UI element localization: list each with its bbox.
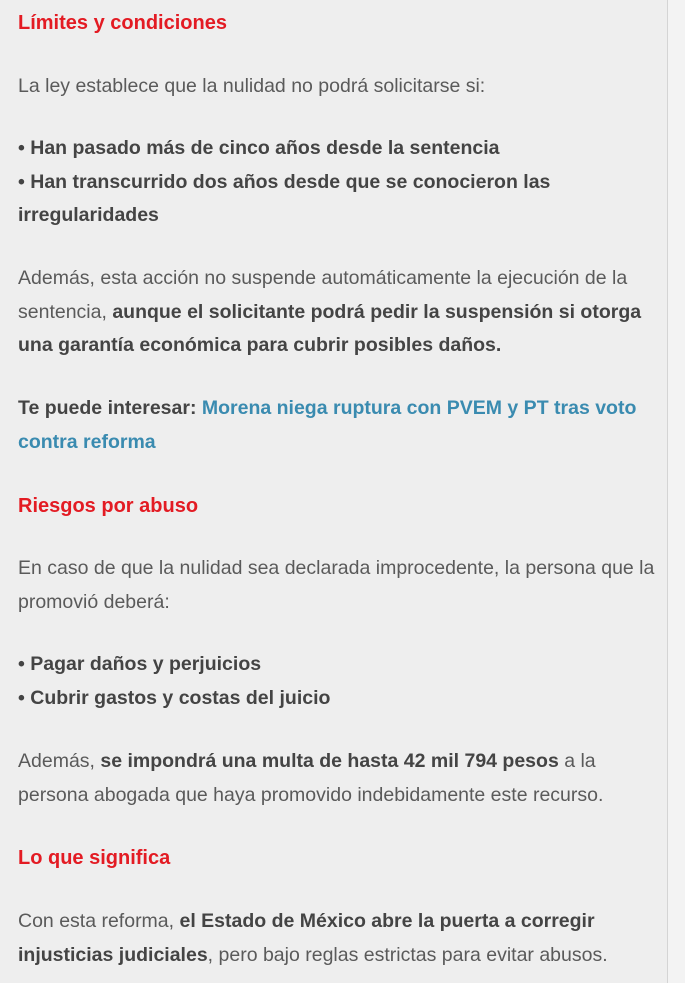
list-item: • Cubrir gastos y costas del juicio — [18, 686, 331, 709]
risks-paragraph-text-2: a la persona abogada que haya promovido indebidamente este recurso. — [18, 750, 604, 806]
meaning-paragraph-bold: el Estado de México abre la puerta a corregir injusticias judiciales — [18, 910, 595, 966]
list-item: • Han pasado más de cinco años desde la sentencia — [18, 137, 500, 159]
list-item: • Pagar daños y perjuicios — [18, 653, 262, 675]
risks-paragraph-bold: se impondrá una multa de hasta 42 mil 794 pesos — [100, 750, 559, 772]
limits-intro: La ley establece que la nulidad no podrá solicitarse si: — [18, 75, 486, 97]
risks-paragraph-text-1: Además, — [18, 750, 101, 772]
list-item: • Han transcurrido dos años desde que se conocieron las irregularidades — [18, 170, 551, 226]
limits-paragraph — [18, 262, 658, 363]
section-heading-meaning: Lo que significa — [18, 847, 171, 869]
risks-paragraph — [18, 745, 658, 812]
meaning-paragraph-text-2: , pero bajo reglas estrictas para evitar abusos. — [207, 943, 608, 966]
risks-intro: En caso de que la nulidad sea declarada improcedente, la persona que la promovió deberá: — [18, 557, 655, 613]
section-heading-limits: Límites y condiciones — [18, 12, 227, 34]
limits-paragraph-text: Además, esta acción no suspende automáticamente la ejecución de la sentencia, — [18, 267, 628, 323]
limits-paragraph-bold: aunque el solicitante podrá pedir la suspensión si otorga una garantía económica para cubrir posibles daños. — [18, 300, 642, 356]
related-article — [18, 392, 658, 459]
section-heading-risks: Riesgos por abuso — [18, 495, 199, 517]
meaning-paragraph-text-1: Con esta reforma, — [18, 910, 180, 932]
scrollbar-track[interactable] — [668, 0, 685, 983]
limits-list — [18, 132, 658, 233]
meaning-paragraph — [18, 905, 658, 972]
related-label: Te puede interesar: — [18, 397, 202, 419]
related-article-link[interactable]: Morena niega ruptura con PVEM y PT tras voto contra reforma — [18, 397, 637, 453]
risks-list — [18, 648, 658, 715]
